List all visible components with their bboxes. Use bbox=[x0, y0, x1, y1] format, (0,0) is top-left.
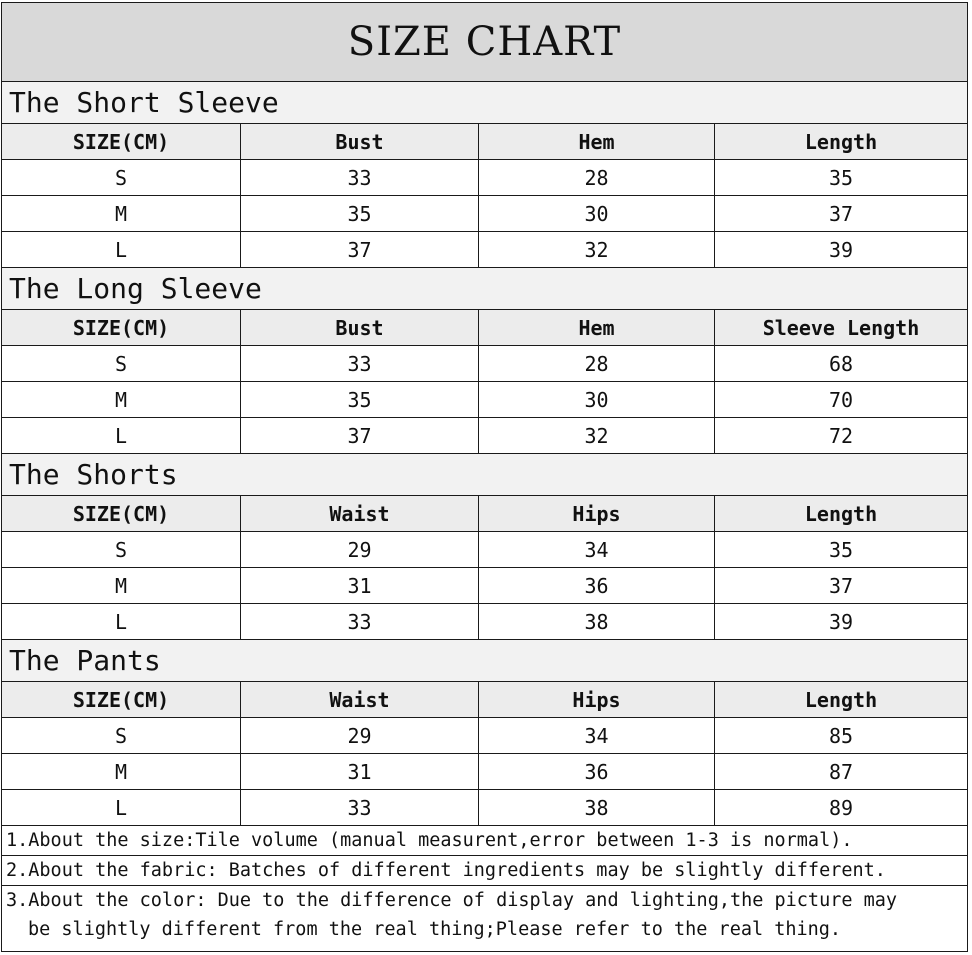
column-header: Hem bbox=[479, 124, 715, 159]
column-header: SIZE(CM) bbox=[2, 682, 241, 717]
section-title-short-sleeve: The Short Sleeve bbox=[2, 82, 967, 124]
column-header: Hem bbox=[479, 310, 715, 345]
table-cell: 38 bbox=[479, 790, 715, 825]
table-cell: 29 bbox=[241, 532, 479, 567]
column-header: Bust bbox=[241, 124, 479, 159]
table-cell: 31 bbox=[241, 568, 479, 603]
table-cell: 39 bbox=[828, 609, 854, 634]
table-cell: 33 bbox=[241, 790, 479, 825]
table-cell: M bbox=[2, 568, 241, 603]
table-row bbox=[2, 382, 967, 418]
table-row bbox=[2, 718, 967, 754]
table-row bbox=[2, 754, 967, 790]
table-cell: 35 bbox=[828, 165, 854, 190]
table-row bbox=[2, 196, 967, 232]
table-cell: 37 bbox=[241, 418, 479, 453]
table-cell: 39 bbox=[828, 237, 854, 262]
table-cell: 37 bbox=[241, 232, 479, 267]
column-header: Waist bbox=[241, 682, 479, 717]
note-size: 1.About the size:Tile volume (manual measurent,error between 1-3 is normal). bbox=[2, 826, 967, 856]
table-cell: 32 bbox=[479, 418, 715, 453]
table-cell: 70 bbox=[828, 387, 854, 412]
table-row bbox=[2, 232, 967, 268]
table-cell: 72 bbox=[828, 423, 854, 448]
table-header-row bbox=[2, 496, 967, 532]
column-header: Length bbox=[804, 501, 878, 526]
table-header-row bbox=[2, 124, 967, 160]
table-cell: 28 bbox=[479, 346, 715, 381]
table-cell: 36 bbox=[479, 568, 715, 603]
section-title-long-sleeve: The Long Sleeve bbox=[2, 268, 967, 310]
table-cell: 32 bbox=[479, 232, 715, 267]
table-cell: L bbox=[2, 790, 241, 825]
table-cell: S bbox=[2, 160, 241, 195]
table-cell: 37 bbox=[828, 201, 854, 226]
table-cell: L bbox=[2, 604, 241, 639]
note-fabric: 2.About the fabric: Batches of different ingredients may be slightly different. bbox=[2, 856, 967, 886]
table-cell: 36 bbox=[479, 754, 715, 789]
column-header: Length bbox=[804, 129, 878, 154]
column-header: SIZE(CM) bbox=[2, 496, 241, 531]
column-header: Hips bbox=[479, 496, 715, 531]
column-header: Bust bbox=[241, 310, 479, 345]
table-row bbox=[2, 160, 967, 196]
table-row bbox=[2, 532, 967, 568]
table-row bbox=[2, 418, 967, 454]
table-cell: 30 bbox=[479, 196, 715, 231]
table-row bbox=[2, 604, 967, 640]
size-chart bbox=[1, 2, 968, 952]
table-cell: 34 bbox=[479, 718, 715, 753]
section-title-shorts: The Shorts bbox=[2, 454, 967, 496]
table-header-row bbox=[2, 682, 967, 718]
table-cell: 33 bbox=[241, 604, 479, 639]
note-color bbox=[2, 886, 967, 944]
table-cell: 34 bbox=[479, 532, 715, 567]
note-color-line2: be slightly different from the real thing;Please refer to the real thing. bbox=[28, 919, 842, 940]
table-row bbox=[2, 346, 967, 382]
table-cell: 35 bbox=[241, 382, 479, 417]
table-cell: 38 bbox=[479, 604, 715, 639]
table-cell: L bbox=[2, 418, 241, 453]
table-cell: M bbox=[2, 754, 241, 789]
table-cell: 87 bbox=[828, 759, 854, 784]
column-header: Hips bbox=[479, 682, 715, 717]
section-title-pants: The Pants bbox=[2, 640, 967, 682]
table-row bbox=[2, 568, 967, 604]
table-cell: S bbox=[2, 718, 241, 753]
table-cell: 85 bbox=[828, 723, 854, 748]
table-cell: M bbox=[2, 196, 241, 231]
table-row bbox=[2, 790, 967, 826]
column-header: Length bbox=[804, 687, 878, 712]
column-header: SIZE(CM) bbox=[2, 124, 241, 159]
table-cell: 89 bbox=[828, 795, 854, 820]
table-cell: 68 bbox=[828, 351, 854, 376]
table-cell: 37 bbox=[828, 573, 854, 598]
table-cell: S bbox=[2, 532, 241, 567]
table-cell: S bbox=[2, 346, 241, 381]
column-header: Sleeve Length bbox=[762, 315, 920, 340]
table-cell: 35 bbox=[828, 537, 854, 562]
table-cell: 33 bbox=[241, 346, 479, 381]
table-cell: M bbox=[2, 382, 241, 417]
table-cell: L bbox=[2, 232, 241, 267]
table-cell: 31 bbox=[241, 754, 479, 789]
column-header: SIZE(CM) bbox=[2, 310, 241, 345]
note-color-line1: 3.About the color: Due to the difference of display and lighting,the picture may bbox=[6, 890, 898, 911]
table-cell: 28 bbox=[479, 160, 715, 195]
table-header-row bbox=[2, 310, 967, 346]
table-cell: 33 bbox=[241, 160, 479, 195]
table-cell: 29 bbox=[241, 718, 479, 753]
table-cell: 35 bbox=[241, 196, 479, 231]
page-title: SIZE CHART bbox=[2, 3, 967, 82]
table-cell: 30 bbox=[479, 382, 715, 417]
column-header: Waist bbox=[241, 496, 479, 531]
